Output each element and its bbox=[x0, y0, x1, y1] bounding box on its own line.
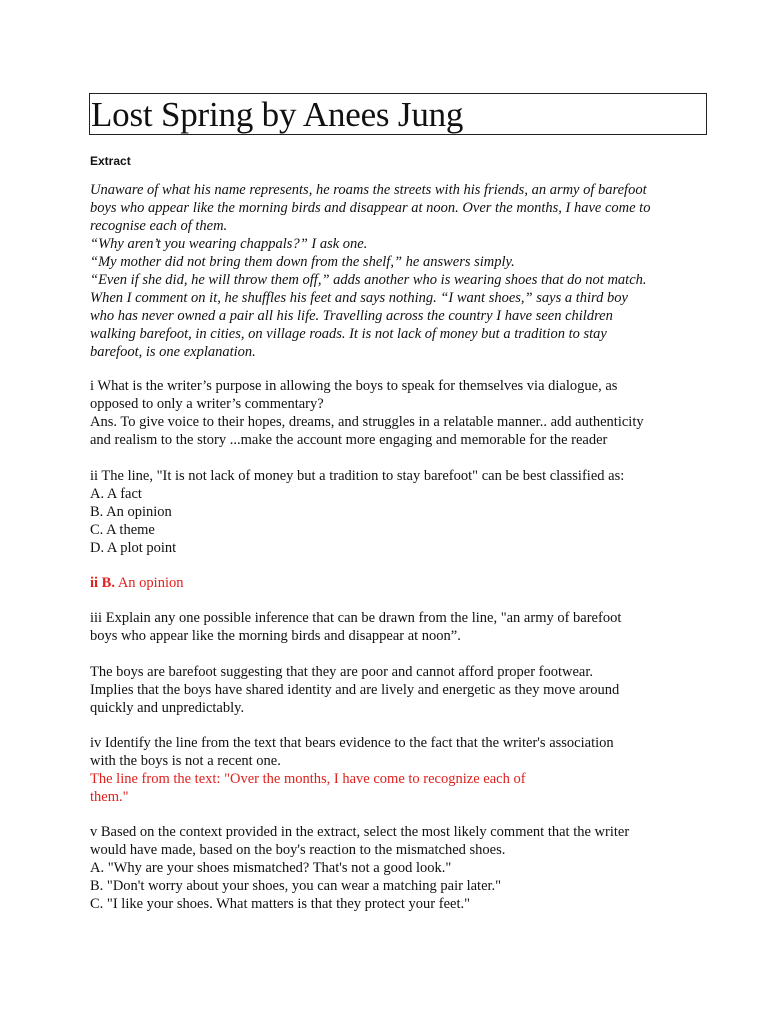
question-3-answer bbox=[90, 663, 690, 717]
option-line: A. "Why are your shoes mismatched? That's not a good look." bbox=[90, 860, 452, 876]
answer-line: The line from the text: "Over the months, I have come to recognize each of bbox=[90, 771, 526, 787]
answer-label: ii B. bbox=[90, 575, 115, 591]
extract-line: “Why aren’t you wearing chappals?” I ask one. bbox=[90, 236, 368, 252]
answer-line: and realism to the story ...make the account more engaging and memorable for the reader bbox=[90, 432, 608, 448]
option-line: D. A plot point bbox=[90, 540, 177, 556]
extract-line: who has never owned a pair all his life. Travelling across the country I have seen children bbox=[90, 308, 613, 324]
question-line: i What is the writer’s purpose in allowing the boys to speak for themselves via dialogue, as bbox=[90, 378, 618, 394]
question-line: would have made, based on the boy's reaction to the mismatched shoes. bbox=[90, 842, 506, 858]
page-title: Lost Spring by Anees Jung bbox=[91, 95, 464, 134]
question-2-answer bbox=[90, 574, 690, 592]
question-1 bbox=[90, 377, 690, 449]
extract-paragraph bbox=[90, 181, 690, 361]
question-5 bbox=[90, 823, 690, 913]
question-4 bbox=[90, 734, 690, 806]
answer-line: The boys are barefoot suggesting that they are poor and cannot afford proper footwear. bbox=[90, 664, 594, 680]
question-3 bbox=[90, 609, 690, 645]
question-line: iv Identify the line from the text that bears evidence to the fact that the writer's association bbox=[90, 735, 614, 751]
extract-line: barefoot, is one explanation. bbox=[90, 344, 256, 360]
question-2 bbox=[90, 467, 690, 557]
extract-line: “Even if she did, he will throw them off,” adds another who is wearing shoes that do not match. bbox=[90, 272, 647, 288]
question-line: boys who appear like the morning birds and disappear at noon”. bbox=[90, 628, 461, 644]
option-line: C. A theme bbox=[90, 522, 155, 538]
answer-line: Implies that the boys have shared identity and are lively and energetic as they move around bbox=[90, 682, 620, 698]
extract-line: When I comment on it, he shuffles his feet and says nothing. “I want shoes,” says a third boy bbox=[90, 290, 628, 306]
extract-heading: Extract bbox=[90, 154, 131, 168]
option-line: C. "I like your shoes. What matters is that they protect your feet." bbox=[90, 896, 471, 912]
extract-line: Unaware of what his name represents, he roams the streets with his friends, an army of barefoot bbox=[90, 182, 647, 198]
answer-line: them." bbox=[90, 789, 129, 805]
question-line: v Based on the context provided in the extract, select the most likely comment that the writer bbox=[90, 824, 630, 840]
extract-line: “My mother did not bring them down from the shelf,” he answers simply. bbox=[90, 254, 515, 270]
title-box bbox=[89, 93, 707, 135]
extract-line: boys who appear like the morning birds and disappear at noon. Over the months, I have come to bbox=[90, 200, 651, 216]
extract-line: recognise each of them. bbox=[90, 218, 228, 234]
answer-line: quickly and unpredictably. bbox=[90, 700, 245, 716]
question-line: with the boys is not a recent one. bbox=[90, 753, 281, 769]
extract-line: walking barefoot, in cities, on village roads. It is not lack of money but a tradition to stay bbox=[90, 326, 607, 342]
option-line: B. "Don't worry about your shoes, you can wear a matching pair later." bbox=[90, 878, 502, 894]
option-line: B. An opinion bbox=[90, 504, 172, 520]
option-line: A. A fact bbox=[90, 486, 142, 502]
question-line: ii The line, "It is not lack of money but a tradition to stay barefoot" can be best classified as: bbox=[90, 468, 625, 484]
question-line: opposed to only a writer’s commentary? bbox=[90, 396, 324, 412]
question-line: iii Explain any one possible inference that can be drawn from the line, "an army of barefoot bbox=[90, 610, 622, 626]
answer-line: Ans. To give voice to their hopes, dreams, and struggles in a relatable manner.. add authenticity bbox=[90, 414, 644, 430]
answer-text: An opinion bbox=[117, 575, 184, 591]
